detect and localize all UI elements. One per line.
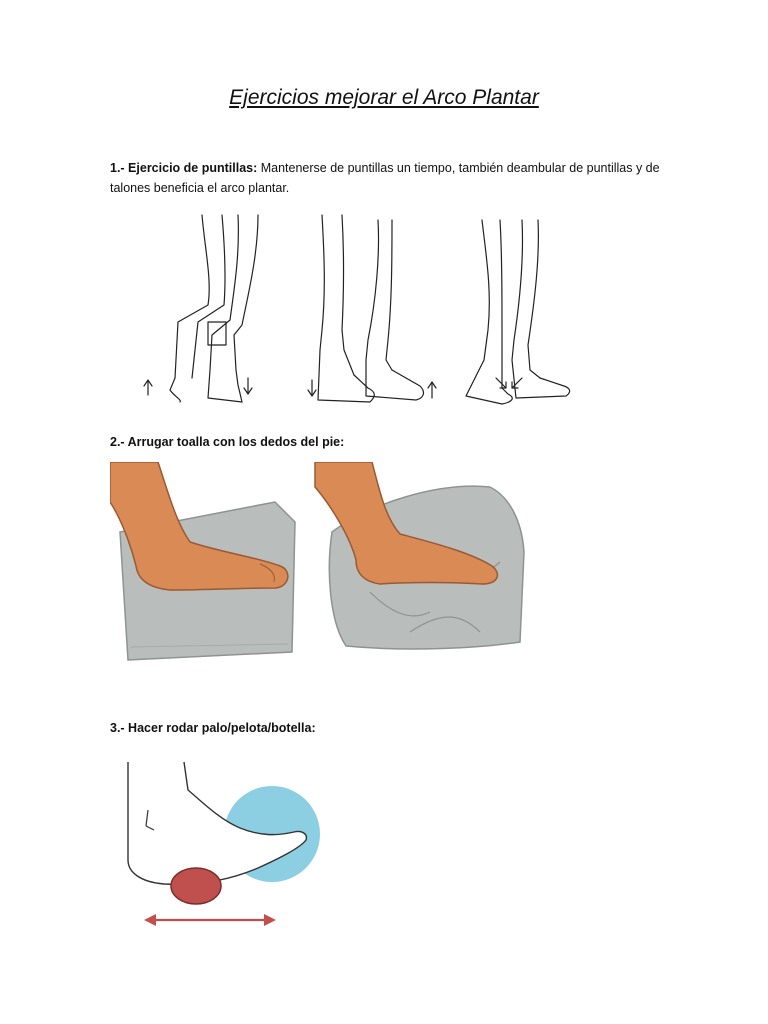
section-3-heading: 3.- Hacer rodar palo/pelota/botella: [110,721,316,735]
section-1-heading: 1.- Ejercicio de puntillas: [110,161,258,175]
double-arrow [144,914,276,926]
red-ball [171,868,221,904]
section-2-heading: 2.- Arrugar toalla con los dedos del pie: [110,435,345,449]
tiptoe-exercise-illustration [130,210,580,420]
legs-pair-1 [144,215,258,402]
section-3-paragraph [110,718,670,738]
legs-pair-3 [466,220,570,404]
page-title: Ejercicios mejorar el Arco Plantar [229,86,539,109]
section-2-paragraph [110,432,670,452]
section-1-text: Mantenerse de puntillas un tiempo, también deambular de puntillas y de talones beneficia el arco plantar. [110,161,660,195]
rolling-ball-illustration [110,750,330,940]
legs-pair-2 [308,215,436,402]
section-1-paragraph [110,158,670,198]
towel-scrunch-illustration [110,462,528,702]
